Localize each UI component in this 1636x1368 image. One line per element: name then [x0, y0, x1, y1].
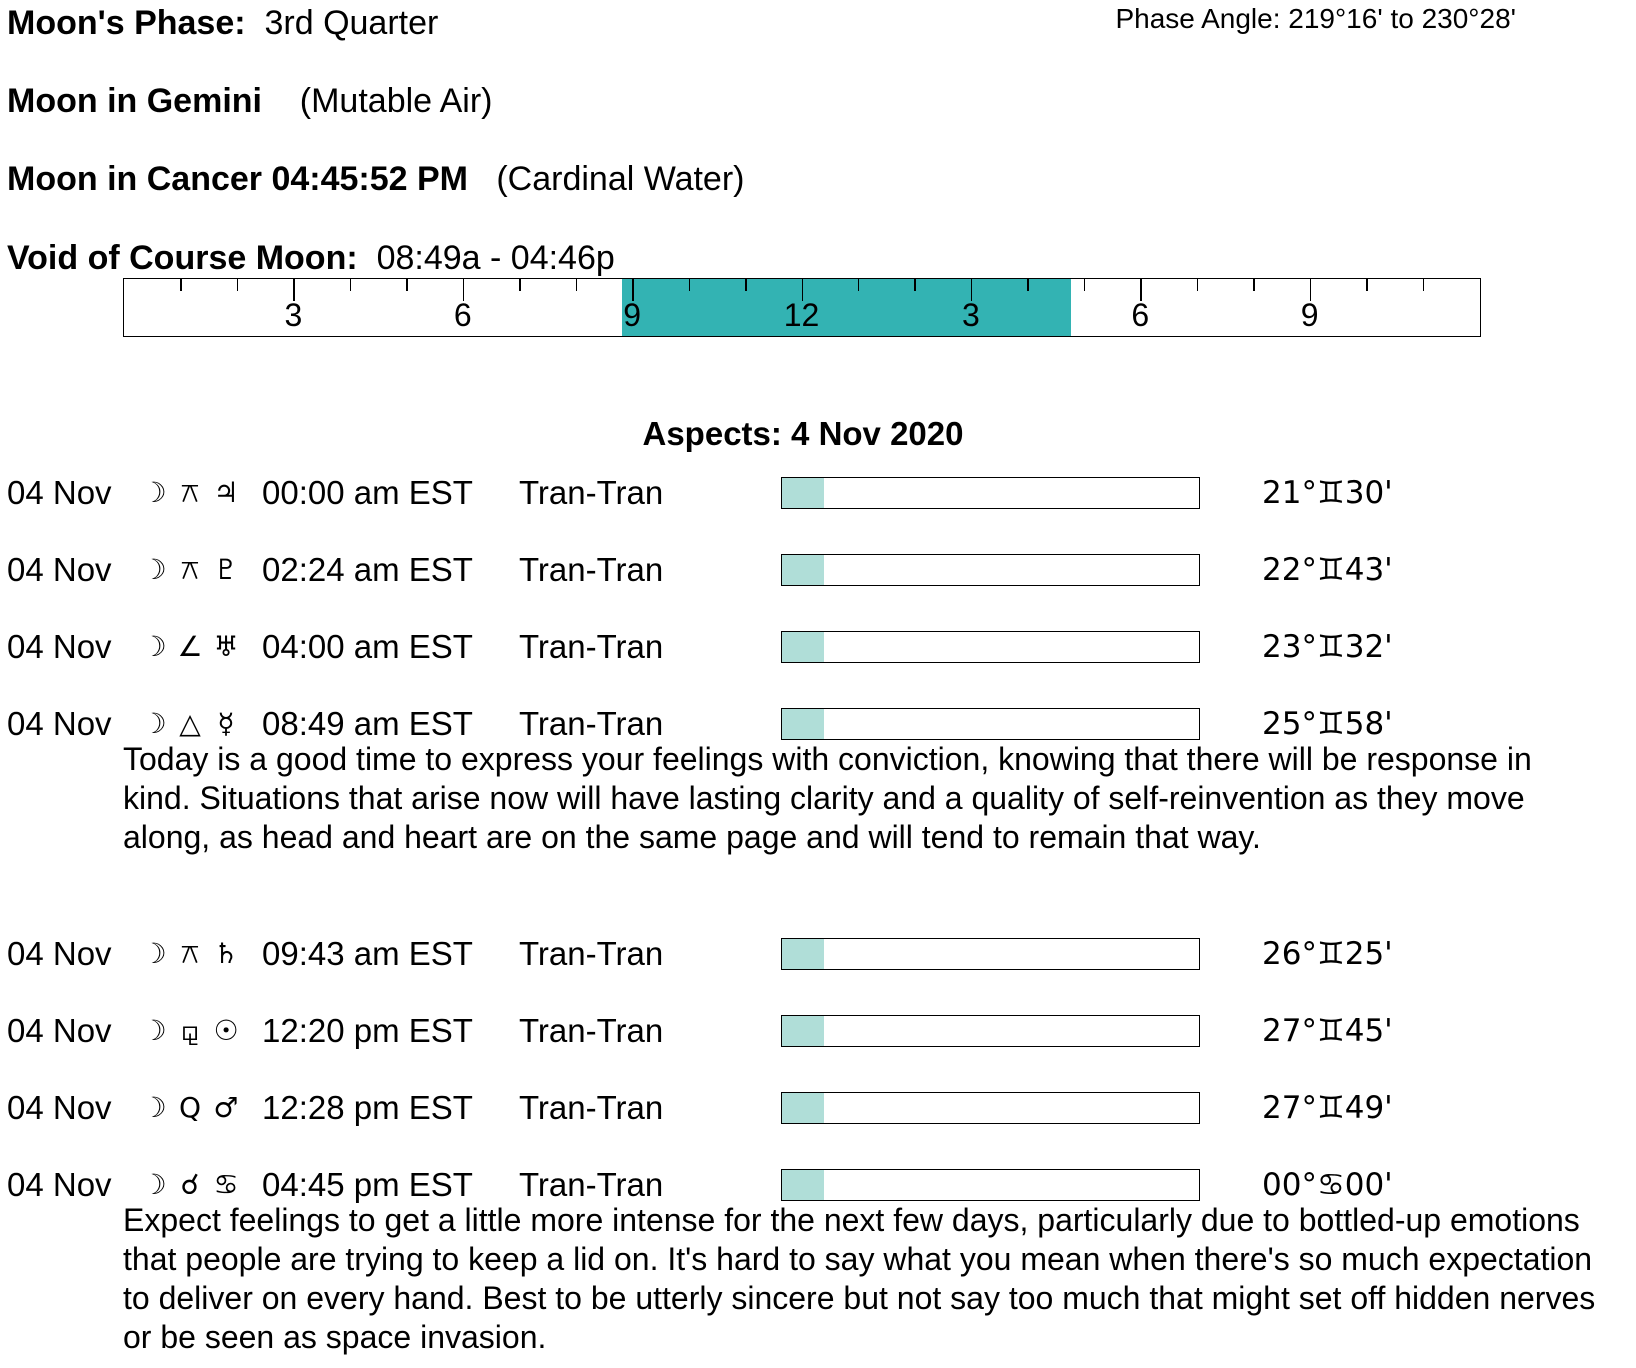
aspect-symbols	[136, 625, 246, 669]
planet-glyph-icon: ☉	[213, 1014, 239, 1047]
aspect-time: 09:43 am EST	[262, 935, 473, 972]
aspect-type: Tran-Tran	[519, 474, 664, 511]
moon-glyph-icon: ☽	[141, 630, 167, 663]
aspect-date: 04 Nov	[7, 628, 112, 665]
timeline-tick	[1197, 279, 1199, 291]
timeline-tick	[1423, 279, 1425, 291]
aspect-strength-bar	[781, 631, 1200, 663]
timeline-tick	[350, 279, 352, 291]
moon-sign-cancer-label: Moon in Cancer 04:45:52 PM	[7, 160, 469, 198]
aspect-time: 00:00 am EST	[262, 474, 473, 511]
timeline-hour-label: 6	[453, 297, 472, 333]
aspect-position: 27°♊49'	[1262, 1090, 1393, 1126]
planet-glyph-icon: ☿	[217, 707, 235, 740]
aspect-row	[0, 625, 1636, 669]
phase-line	[7, 3, 438, 43]
moon-glyph-icon: ☽	[141, 1168, 167, 1201]
timeline-tick	[1084, 279, 1086, 291]
moon-sign-cancer-element: (Cardinal Water)	[496, 160, 745, 198]
aspect-strength-bar	[781, 708, 1200, 740]
aspect-position: 22°♊43'	[1262, 552, 1393, 588]
phase-angle: Phase Angle: 219°16' to 230°28'	[1115, 3, 1516, 34]
timeline-hour-label: 3	[284, 297, 303, 333]
timeline-tick	[1027, 279, 1029, 291]
moon-glyph-icon: ☽	[141, 476, 167, 509]
planet-glyph-icon: ♅	[213, 630, 239, 663]
timeline-hour-label: 3	[961, 297, 980, 333]
aspect-type: Tran-Tran	[519, 1089, 664, 1126]
aspect-glyph-icon: ⚼	[180, 1014, 200, 1047]
aspect-strength-fill	[782, 478, 824, 508]
timeline-tick	[858, 279, 860, 291]
aspect-row	[0, 471, 1636, 515]
aspect-strength-bar	[781, 1015, 1200, 1047]
timeline-tick	[914, 279, 916, 291]
aspect-strength-fill	[782, 939, 824, 969]
aspect-description: Today is a good time to express your feelings with conviction, knowing that there will be response in kind. Situations that arise now will have lasting clarity and a quality of self-reinvention as they move along, as head and heart are on the same page and will tend to remain that way.	[123, 741, 1532, 855]
aspect-row	[0, 1086, 1636, 1130]
moon-glyph-icon: ☽	[141, 1014, 167, 1047]
aspect-date: 04 Nov	[7, 1012, 112, 1049]
aspect-type: Tran-Tran	[519, 551, 664, 588]
aspect-date: 04 Nov	[7, 551, 112, 588]
aspect-date: 04 Nov	[7, 1166, 112, 1203]
aspect-type: Tran-Tran	[519, 1166, 664, 1203]
moon-sign-gemini	[7, 81, 493, 121]
aspect-strength-fill	[782, 632, 824, 662]
timeline-tick	[406, 279, 408, 291]
aspect-strength-fill	[782, 1170, 824, 1200]
aspect-time: 08:49 am EST	[262, 705, 473, 742]
aspect-glyph-icon: ⚻	[180, 553, 200, 586]
phase-value: 3rd Quarter	[264, 4, 439, 42]
timeline-tick	[1366, 279, 1368, 291]
timeline-hour-label: 9	[623, 297, 642, 333]
aspect-glyph-icon: ⚻	[180, 476, 200, 509]
aspect-time: 12:20 pm EST	[262, 1012, 473, 1049]
timeline-tick	[576, 279, 578, 291]
aspect-glyph-icon: ⚻	[180, 937, 200, 970]
aspect-glyph-icon: Q	[178, 1091, 202, 1124]
aspect-position: 25°♊58'	[1262, 706, 1393, 742]
aspect-description: Expect feelings to get a little more intense for the next few days, particularly due to bottled-up emotions that people are trying to keep a lid on. It's hard to say what you mean when there's so much expectation to deliver on every hand. Best to be utterly sincere but not say too much that might set off hidden nerves or be seen as space invasion.	[123, 1202, 1596, 1355]
aspect-time: 12:28 pm EST	[262, 1089, 473, 1126]
moon-glyph-icon: ☽	[141, 937, 167, 970]
timeline-tick	[745, 279, 747, 291]
timeline-tick	[689, 279, 691, 291]
aspect-glyph-icon: △	[179, 707, 201, 740]
aspect-time: 04:00 am EST	[262, 628, 473, 665]
aspect-strength-bar	[781, 938, 1200, 970]
aspect-glyph-icon: ☌	[180, 1168, 200, 1201]
aspect-date: 04 Nov	[7, 705, 112, 742]
void-timeline	[123, 278, 1481, 337]
aspect-time: 02:24 am EST	[262, 551, 473, 588]
aspect-time: 04:45 pm EST	[262, 1166, 473, 1203]
aspect-strength-fill	[782, 1016, 824, 1046]
aspect-glyph-icon: ∠	[177, 630, 203, 663]
planet-glyph-icon: ♋	[213, 1168, 239, 1201]
moon-glyph-icon: ☽	[141, 1091, 167, 1124]
aspect-row	[0, 548, 1636, 592]
aspect-position: 26°♊25'	[1262, 936, 1393, 972]
aspect-strength-fill	[782, 1093, 824, 1123]
aspect-strength-fill	[782, 555, 824, 585]
timeline-hour-label: 6	[1131, 297, 1150, 333]
aspect-symbols	[136, 471, 246, 515]
aspect-position: 23°♊32'	[1262, 629, 1393, 665]
timeline-hour-label: 12	[783, 297, 820, 333]
aspect-type: Tran-Tran	[519, 628, 664, 665]
aspect-strength-bar	[781, 1169, 1200, 1201]
aspect-type: Tran-Tran	[519, 935, 664, 972]
aspect-position: 00°♋00'	[1262, 1167, 1393, 1203]
planet-glyph-icon: ♇	[213, 553, 239, 586]
aspect-strength-fill	[782, 709, 824, 739]
timeline-tick	[1253, 279, 1255, 291]
aspects-title: Aspects: 4 Nov 2020	[642, 415, 964, 452]
aspect-position: 21°♊30'	[1262, 475, 1393, 511]
aspect-row	[0, 932, 1636, 976]
aspect-date: 04 Nov	[7, 935, 112, 972]
timeline-hour-label: 9	[1300, 297, 1319, 333]
aspect-symbols	[136, 1009, 246, 1053]
moon-sign-cancer	[7, 159, 745, 199]
moon-sign-gemini-label: Moon in Gemini	[7, 82, 262, 120]
void-label: Void of Course Moon:	[7, 239, 358, 277]
planet-glyph-icon: ♂	[213, 1091, 239, 1124]
aspect-strength-bar	[781, 1092, 1200, 1124]
moon-glyph-icon: ☽	[141, 707, 167, 740]
planet-glyph-icon: ♃	[213, 476, 239, 509]
aspect-strength-bar	[781, 477, 1200, 509]
aspect-date: 04 Nov	[7, 474, 112, 511]
moon-glyph-icon: ☽	[141, 553, 167, 586]
phase-label: Moon's Phase:	[7, 4, 246, 42]
aspect-symbols	[136, 932, 246, 976]
planet-glyph-icon: ♄	[213, 937, 239, 970]
void-of-course	[7, 238, 615, 278]
timeline-tick	[180, 279, 182, 291]
aspect-type: Tran-Tran	[519, 705, 664, 742]
aspect-type: Tran-Tran	[519, 1012, 664, 1049]
void-value: 08:49a - 04:46p	[376, 239, 615, 277]
aspect-strength-bar	[781, 554, 1200, 586]
aspect-date: 04 Nov	[7, 1089, 112, 1126]
timeline-tick	[519, 279, 521, 291]
aspect-row	[0, 1009, 1636, 1053]
moon-sign-gemini-element: (Mutable Air)	[299, 82, 493, 120]
aspect-symbols	[136, 1086, 246, 1130]
timeline-tick	[237, 279, 239, 291]
aspect-position: 27°♊45'	[1262, 1013, 1393, 1049]
aspect-symbols	[136, 548, 246, 592]
